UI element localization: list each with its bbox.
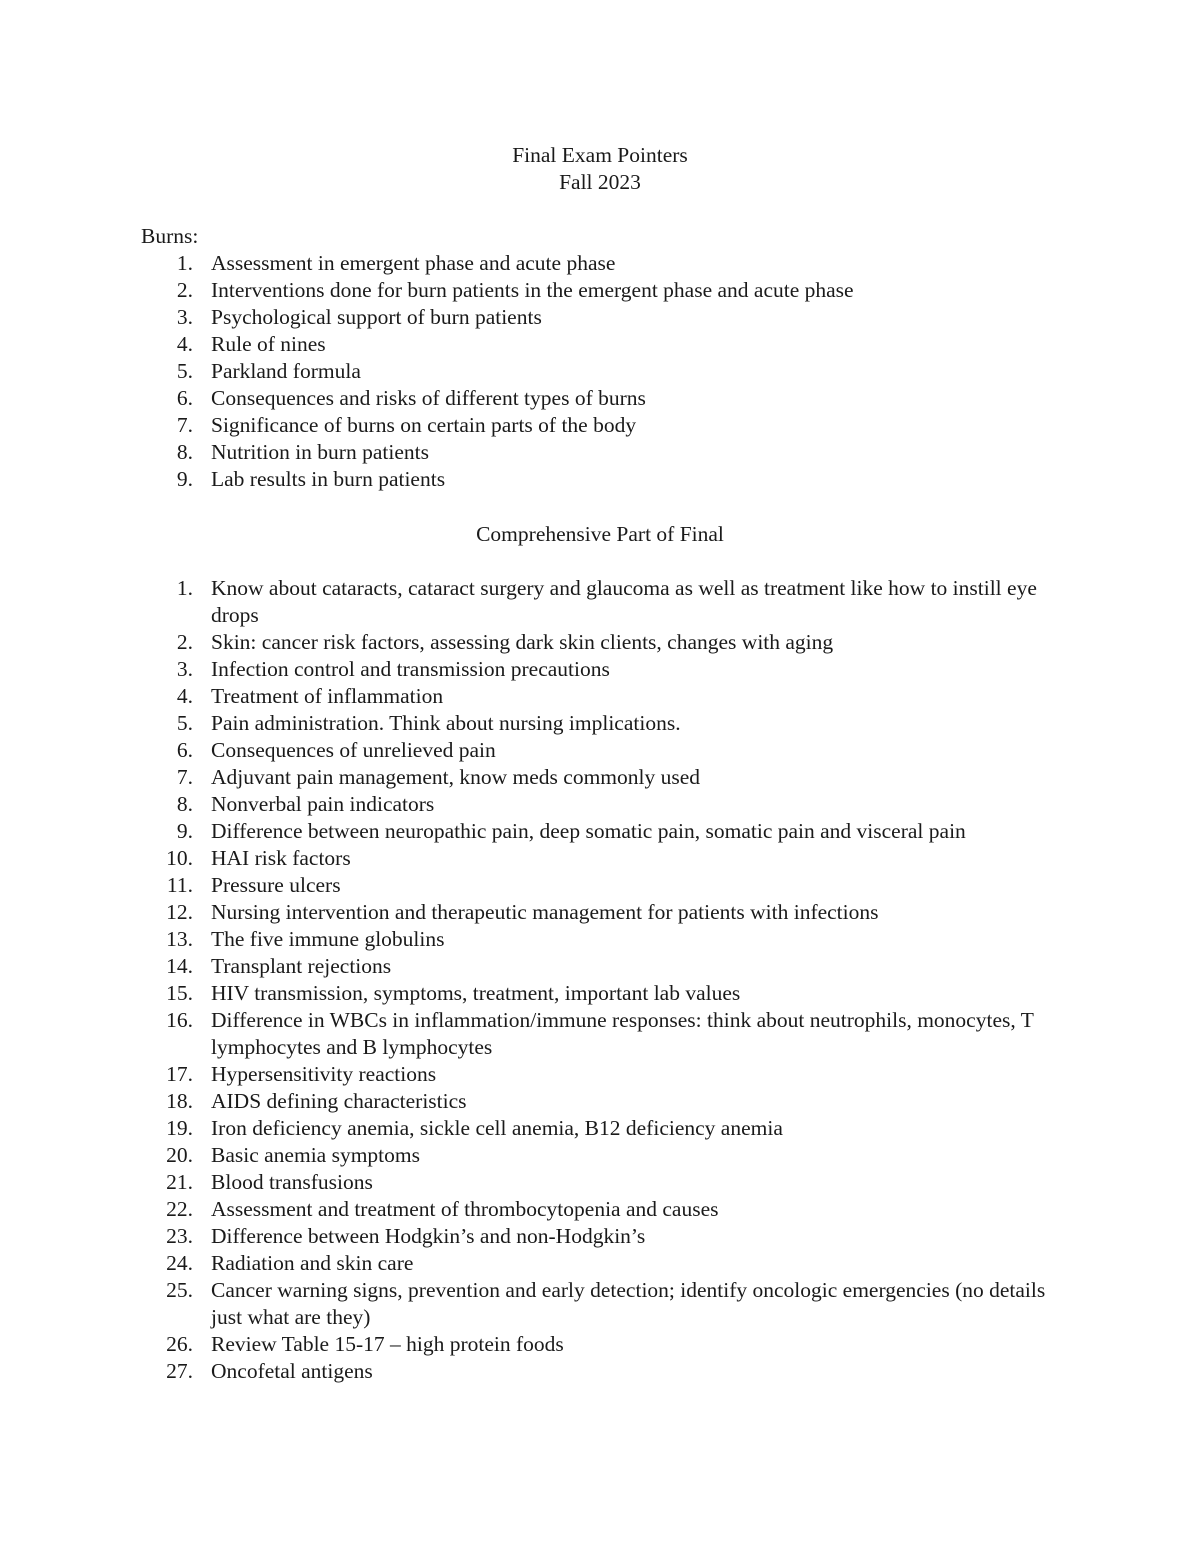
list-item-number: 12. bbox=[166, 900, 193, 924]
list-item-number: 8. bbox=[176, 440, 193, 464]
list-item-text: Review Table 15-17 – high protein foods bbox=[211, 1332, 564, 1356]
list-item-text: Rule of nines bbox=[211, 332, 326, 356]
list-item-text: Parkland formula bbox=[211, 359, 361, 383]
list-item-text: Cancer warning signs, prevention and early detection; identify oncologic emergencies (no details just what are they) bbox=[211, 1278, 1046, 1329]
list-item-text: Nursing intervention and therapeutic management for patients with infections bbox=[211, 900, 879, 924]
burns-list bbox=[0, 250, 1081, 493]
list-item bbox=[0, 1358, 1081, 1385]
list-item-number: 1. bbox=[176, 576, 193, 600]
list-item-number: 4. bbox=[176, 332, 193, 356]
list-item bbox=[0, 1277, 1081, 1331]
list-item-number: 3. bbox=[176, 305, 193, 329]
list-item bbox=[0, 385, 1081, 412]
list-item bbox=[0, 1061, 1081, 1088]
list-item-text: Lab results in burn patients bbox=[211, 467, 446, 491]
list-item bbox=[0, 926, 1081, 953]
list-item bbox=[0, 845, 1081, 872]
list-item-number: 1. bbox=[176, 251, 193, 275]
list-item bbox=[0, 412, 1081, 439]
list-item-number: 4. bbox=[176, 684, 193, 708]
list-item-number: 7. bbox=[176, 413, 193, 437]
list-item-text: Adjuvant pain management, know meds commonly used bbox=[211, 765, 701, 789]
list-item-text: Basic anemia symptoms bbox=[211, 1143, 420, 1167]
list-item-text: Interventions done for burn patients in the emergent phase and acute phase bbox=[211, 278, 854, 302]
list-item-number: 18. bbox=[166, 1089, 193, 1113]
list-item-number: 27. bbox=[166, 1359, 193, 1383]
list-item-number: 8. bbox=[176, 792, 193, 816]
list-item bbox=[0, 250, 1081, 277]
document-title: Final Exam Pointers bbox=[512, 143, 688, 167]
list-item bbox=[0, 1223, 1081, 1250]
list-item bbox=[0, 683, 1081, 710]
list-item-text: Hypersensitivity reactions bbox=[211, 1062, 437, 1086]
list-item bbox=[0, 1250, 1081, 1277]
list-item-number: 10. bbox=[166, 846, 193, 870]
list-item-text: Significance of burns on certain parts of the body bbox=[211, 413, 637, 437]
list-item-text: Assessment in emergent phase and acute phase bbox=[211, 251, 616, 275]
list-item-number: 14. bbox=[166, 954, 193, 978]
list-item bbox=[0, 439, 1081, 466]
list-item-number: 15. bbox=[166, 981, 193, 1005]
list-item-number: 19. bbox=[166, 1116, 193, 1140]
list-item-text: AIDS defining characteristics bbox=[211, 1089, 467, 1113]
list-item bbox=[0, 737, 1081, 764]
list-item-number: 20. bbox=[166, 1143, 193, 1167]
list-item bbox=[0, 304, 1081, 331]
list-item bbox=[0, 953, 1081, 980]
burns-heading: Burns: bbox=[141, 224, 199, 248]
list-item bbox=[0, 1142, 1081, 1169]
list-item-number: 13. bbox=[166, 927, 193, 951]
list-item-text: Difference between Hodgkin’s and non-Hodgkin’s bbox=[211, 1224, 646, 1248]
list-item bbox=[0, 1088, 1081, 1115]
list-item-text: Nonverbal pain indicators bbox=[211, 792, 435, 816]
list-item-text: Radiation and skin care bbox=[211, 1251, 414, 1275]
list-item bbox=[0, 331, 1081, 358]
list-item-text: Infection control and transmission precautions bbox=[211, 657, 610, 681]
list-item-number: 11. bbox=[166, 873, 193, 897]
list-item-text: Know about cataracts, cataract surgery and glaucoma as well as treatment like how to instill eye drops bbox=[211, 576, 1037, 627]
list-item-number: 22. bbox=[166, 1197, 193, 1221]
list-item bbox=[0, 1115, 1081, 1142]
list-item bbox=[0, 1196, 1081, 1223]
list-item-number: 7. bbox=[176, 765, 193, 789]
list-item-text: Difference in WBCs in inflammation/immune responses: think about neutrophils, monocytes, T lymphocytes and B lymphocytes bbox=[211, 1008, 1034, 1059]
list-item-number: 23. bbox=[166, 1224, 193, 1248]
list-item-number: 6. bbox=[176, 386, 193, 410]
list-item-number: 3. bbox=[176, 657, 193, 681]
list-item-text: The five immune globulins bbox=[211, 927, 445, 951]
list-item-number: 2. bbox=[176, 278, 193, 302]
list-item-text: Iron deficiency anemia, sickle cell anemia, B12 deficiency anemia bbox=[211, 1116, 783, 1140]
list-item bbox=[0, 1331, 1081, 1358]
list-item-text: HIV transmission, symptoms, treatment, important lab values bbox=[211, 981, 741, 1005]
list-item bbox=[0, 1169, 1081, 1196]
list-item-text: Skin: cancer risk factors, assessing dark skin clients, changes with aging bbox=[211, 630, 834, 654]
list-item-text: Assessment and treatment of thrombocytopenia and causes bbox=[211, 1197, 719, 1221]
list-item bbox=[0, 980, 1081, 1007]
list-item-text: Blood transfusions bbox=[211, 1170, 373, 1194]
list-item bbox=[0, 277, 1081, 304]
list-item-number: 21. bbox=[166, 1170, 193, 1194]
list-item-text: Oncofetal antigens bbox=[211, 1359, 373, 1383]
list-item-text: HAI risk factors bbox=[211, 846, 351, 870]
list-item-number: 26. bbox=[166, 1332, 193, 1356]
list-item-number: 17. bbox=[166, 1062, 193, 1086]
list-item-text: Pressure ulcers bbox=[211, 873, 341, 897]
comprehensive-heading: Comprehensive Part of Final bbox=[476, 522, 724, 546]
list-item-number: 24. bbox=[166, 1251, 193, 1275]
list-item bbox=[0, 872, 1081, 899]
list-item bbox=[0, 1007, 1081, 1061]
comprehensive-list bbox=[0, 575, 1081, 1385]
list-item-number: 5. bbox=[176, 711, 193, 735]
list-item-text: Difference between neuropathic pain, deep somatic pain, somatic pain and visceral pain bbox=[211, 819, 966, 843]
list-item-text: Nutrition in burn patients bbox=[211, 440, 429, 464]
list-item bbox=[0, 466, 1081, 493]
document-term: Fall 2023 bbox=[559, 170, 641, 194]
list-item-text: Pain administration. Think about nursing implications. bbox=[211, 711, 681, 735]
list-item-text: Consequences of unrelieved pain bbox=[211, 738, 496, 762]
list-item bbox=[0, 629, 1081, 656]
list-item-number: 25. bbox=[166, 1278, 193, 1302]
list-item bbox=[0, 764, 1081, 791]
list-item bbox=[0, 791, 1081, 818]
list-item-number: 5. bbox=[176, 359, 193, 383]
list-item bbox=[0, 656, 1081, 683]
list-item bbox=[0, 358, 1081, 385]
list-item-text: Treatment of inflammation bbox=[211, 684, 444, 708]
list-item-number: 9. bbox=[176, 467, 193, 491]
list-item-text: Psychological support of burn patients bbox=[211, 305, 542, 329]
list-item bbox=[0, 710, 1081, 737]
list-item-text: Consequences and risks of different types of burns bbox=[211, 386, 646, 410]
list-item-text: Transplant rejections bbox=[211, 954, 392, 978]
list-item-number: 6. bbox=[176, 738, 193, 762]
list-item bbox=[0, 899, 1081, 926]
list-item bbox=[0, 818, 1081, 845]
list-item-number: 9. bbox=[176, 819, 193, 843]
list-item bbox=[0, 575, 1081, 629]
list-item-number: 2. bbox=[176, 630, 193, 654]
list-item-number: 16. bbox=[166, 1008, 193, 1032]
title-block bbox=[0, 142, 1200, 196]
